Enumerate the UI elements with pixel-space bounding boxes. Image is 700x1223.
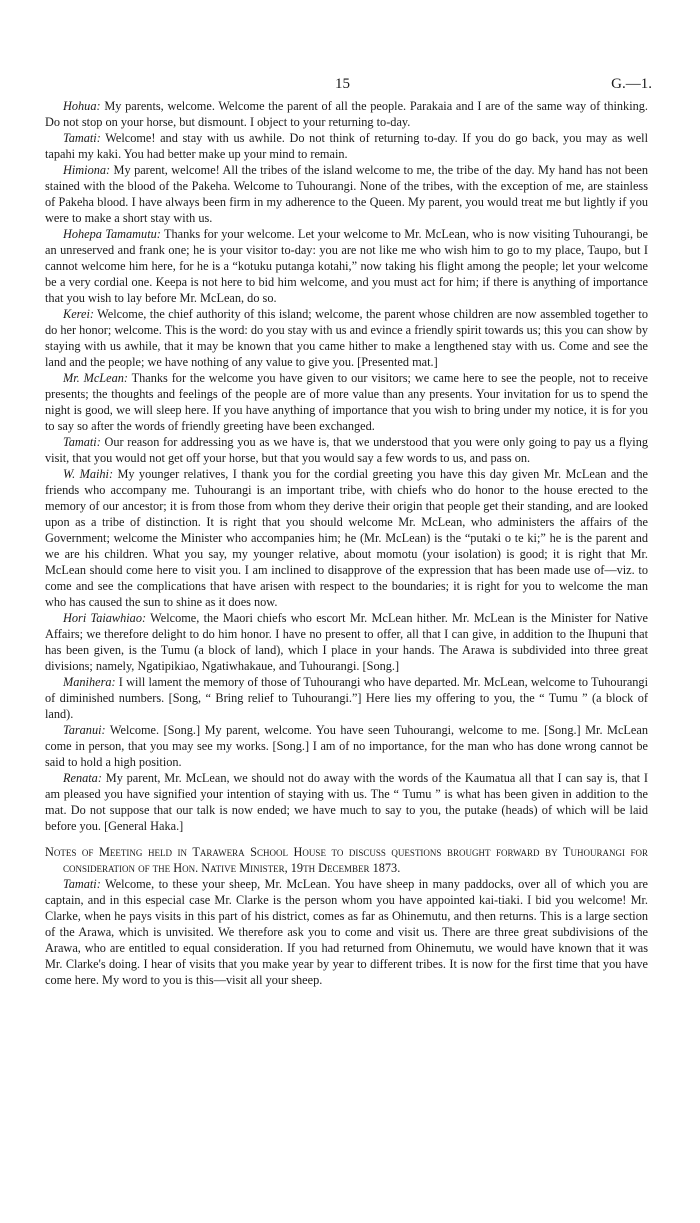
- paragraph: [45, 434, 648, 466]
- paragraph: [45, 770, 648, 834]
- paragraph-text: Welcome, to these your sheep, Mr. McLean. You have sheep in many paddocks, over all of which you are captain, and in this especial case Mr. Clarke is the person whom you have appointed kai-tiaki. I bid you welcome! Mr. Clarke, when he pays visits in this part of his district, comes as far as Ohinemutu, and then returns. This is a large section of the Arawa, which is unvisited. We therefore ask you to come and visit us. There are three great subdivisions of the Arawa, who are entitled to equal consideration. If you had returned from Ohinemutu, we would have known that it was Mr. Clarke's doing. I hear of visits that you make year by year to different tribes. It is now for the first time that you have come here. My word to you is this—visit all your sheep.: [45, 877, 648, 987]
- speaker-name: Renata:: [63, 771, 102, 785]
- paragraph-text: My parent, Mr. McLean, we should not do away with the words of the Kaumatua all that I can say is, that I am pleased you have signified your intention of staying with us. The “ Tumu ” is what has been given in addition to the mat. Do not suppose that our talk is now ended; we have much to say to you, the putake (heads) of which will be laid before you. [General Haka.]: [45, 771, 648, 833]
- paragraph: [45, 130, 648, 162]
- paragraph: [45, 370, 648, 434]
- paragraph-text: My parents, welcome. Welcome the parent of all the people. Parakaia and I are of the same way of thinking. Do not stop on your horse, but dismount. I object to your returning to-day.: [45, 99, 648, 129]
- paragraph: [45, 722, 648, 770]
- paragraph: [45, 674, 648, 722]
- speaker-name: Manihera:: [63, 675, 116, 689]
- paragraph: [45, 98, 648, 130]
- paragraph-text: Thanks for your welcome. Let your welcome to Mr. McLean, who is now visiting Tuhourangi, be an unreserved and frank one; he is your visitor to-day: you are not like me who wish him to go to my place, Taupo, but I cannot welcome him here, for he is a “kotuku putanga kotahi,” now taking his flight among the people; let your welcome be a very cordial one. Keepa is not here to bid him welcome, and you must act for him; if there is anything of importance that you wish to lay before Mr. McLean, do so.: [45, 227, 648, 305]
- paragraph-text: Welcome, the chief authority of this island; welcome, the parent whose children are now assembled together to do her honor; welcome. This is the word: do you stay with us and evince a friendly spirit towards us; this you can show by staying with us awhile, that it may be known that you came hither to make a lengthened stay with us. Come and see the land and the people; we have nothing of any value to give you. [Presented mat.]: [45, 307, 648, 369]
- speaker-name: Hohua:: [63, 99, 101, 113]
- paragraph-text: My younger relatives, I thank you for the cordial greeting you have this day given Mr. McLean and the friends who accompany me. Tuhourangi is an important tribe, with chiefs who do honor to the house erected to the memory of our ancestor; it is from those from whom they derive their origin that people get their standing, and are looked upon as a tribe of distinction. It is right that you should welcome Mr. McLean, who administers the affairs of the Government; welcome the Minister who accompanies him; he (Mr. McLean) is the “putaki o te ki;” he is the parent and we are his children. What you say, my younger relative, about momotu (your isolation) is good; it is right that Mr. McLean should come here to visit you. I am inclined to disapprove of the expression that has been made use of—viz. to come and see the complications that have arisen with respect to the boundaries; it is right for you to welcome the man who has caused the sun to shine as it does now.: [45, 467, 648, 609]
- speaker-name: Tamati:: [63, 131, 101, 145]
- page-header: [0, 76, 700, 94]
- paragraph: [45, 466, 648, 610]
- paragraph-text: My parent, welcome! All the tribes of the island welcome to me, the tribe of the day. My hand has not been stained with the blood of the Pakeha. Welcome to Tuhourangi. None of the tribes, with the exception of me, are stainless of Pakeha blood. I have always been firm in my adherence to the Queen. My parent, you would treat me but lightly if you were to make a short stay with us.: [45, 163, 648, 225]
- paragraph: [45, 876, 648, 988]
- paragraph-text: Our reason for addressing you as we have is, that we understood that you were only going to pay us a flying visit, that you would not get off your horse, but that you would say a few words to us, and pass on.: [45, 435, 648, 465]
- document-reference: G.—1.: [611, 76, 652, 92]
- section-heading: Notes of Meeting held in Tarawera School House to discuss questions brought forward by Tuhourangi for consideration of the Hon. Native Minister, 19th December 1873.: [45, 845, 648, 875]
- speaker-name: W. Maihi:: [63, 467, 114, 481]
- paragraph: [45, 610, 648, 674]
- paragraph-text: Welcome, the Maori chiefs who escort Mr. McLean hither. Mr. McLean is the Minister for Native Affairs; we therefore delight to do him honor. I have no present to offer, all that I can give, in addition to the Ihupuni that has been given, is the Tumu (a block of land), which I place in your hands. The Arawa is subdivided into three great divisions; namely, Ngatipikiao, Ngatiwhakaue, and Tuhourangi. [Song.]: [45, 611, 649, 673]
- paragraph: [45, 162, 648, 226]
- document-body: [45, 98, 648, 988]
- speaker-name: Kerei:: [63, 307, 94, 321]
- paragraph: [45, 306, 648, 370]
- paragraph-text: I will lament the memory of those of Tuhourangi who have departed. Mr. McLean, welcome to Tuhourangi of diminished numbers. [Song, “ Bring relief to Tuhourangi.”] Here lies my offering to you, the “ Tumu ” (a block of land).: [45, 675, 648, 721]
- speaker-name: Taranui:: [63, 723, 106, 737]
- paragraph-text: Welcome! and stay with us awhile. Do not think of returning to-day. If you do go back, you may as well tapahi my kaki. You had better make up your mind to remain.: [45, 131, 648, 161]
- paragraph: [45, 226, 648, 306]
- speaker-name: Hohepa Tamamutu:: [63, 227, 161, 241]
- paragraph-text: Welcome. [Song.] My parent, welcome. You have seen Tuhourangi, welcome to me. [Song.] Mr. McLean come in person, that you may see my works. [Song.] I am of no importance, for the man who has done wrong cannot be said to hold a high position.: [45, 723, 648, 769]
- paragraph-text: Thanks for the welcome you have given to our visitors; we came here to see the people, not to receive presents; the thoughts and feelings of the people are of more value than any presents. Your invitation for us to spend the night is good, we will sleep here. If you have anything of importance that you wish to bring under my notice, it is for you to say so after the words of friendly greeting have been exchanged.: [45, 371, 648, 433]
- page-number: 15: [335, 76, 350, 92]
- speaker-name: Himiona:: [63, 163, 111, 177]
- speaker-name: Hori Taiawhiao:: [63, 611, 147, 625]
- speaker-name: Mr. McLean:: [63, 371, 128, 385]
- speaker-name: Tamati:: [63, 877, 101, 891]
- speaker-name: Tamati:: [63, 435, 101, 449]
